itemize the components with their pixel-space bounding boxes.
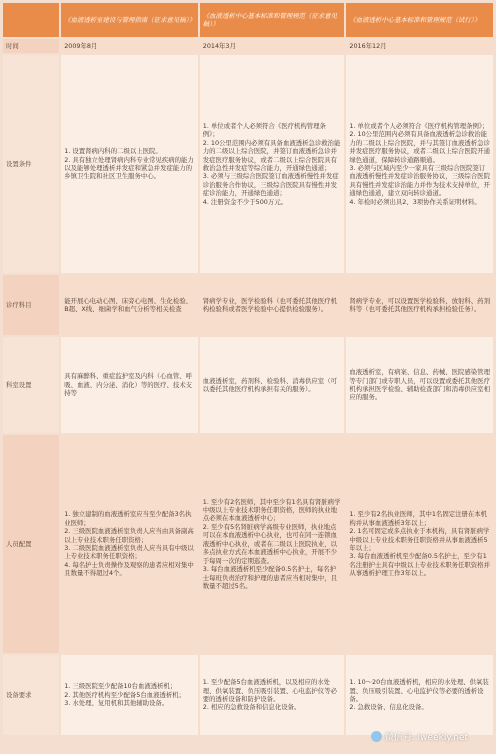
table-cell: 血液透析室，药剂科、检验科、消毒供应室（可以委托其他医疗机构承担有关的服务）。 (200, 337, 345, 433)
table-cell: 1. 10～20台血液透析机，相应的水处理、供氧装置、负压吸引装置、心电监护仪等必要的透析设备。 2. 急救设备、信息化设备。 (346, 655, 493, 735)
row-label-departments: 科室设置 (3, 337, 59, 433)
header-2014-draft: 《血液透析中心基本标准和管理规范（征求意见稿）》 (200, 3, 345, 37)
table-cell: 1. 设置肾病内科的二级以上医院。 2. 具有独立处理肾病内科专业常见疾病的能力以及能够处理透析并发症和紧急并发症能力的乡镇卫生院和社区卫生服务中心。 (61, 55, 198, 273)
watermark-text: 微信号: iweekly.net (385, 730, 468, 743)
table-row (3, 655, 493, 735)
table-row (3, 435, 493, 653)
header-row (3, 3, 493, 37)
table-cell: 1. 至少有2名医师，其中至少有1名具有肾脏病学中级以上专业技术职务任职资格，医师的执业地点必须在本血液透析中心； 2. 至少有5名肾脏病学高级专业医师，执业地点可以在本血液透析中心执业，也可在同一连锁血液透析中心执业，或者在二级以上医院执业，以多点执业方式在本血液透析中心执业，开展不少于每周一次的定期巡查。 3. 每台血液透析机至少配备0.5名护士，每名护士每班负责治疗和护理的患者应当相对集中，且数量不超过5名。 (200, 435, 345, 653)
table-cell: 1. 三级医院至少配备10台血液透析机； 2. 其他医疗机构至少配备5台血液透析机； 3. 水处理、复用机和其他辅助设备。 (61, 655, 198, 735)
table-cell: 血液透析室，有病案、信息、药械、医院感染管理等专门部门或专职人员，可以设置或委托其他医疗机构承担医学检验、辅助检查部门和消毒供应室相应的服务。 (346, 337, 493, 433)
row-label-clinical-subjects: 诊疗科目 (3, 275, 59, 335)
table-cell: 肾病学专业，医学检验科（也可委托其他医疗机构检验科或者医学检验中心提供检验服务）。 (200, 275, 345, 335)
comparison-table (1, 1, 495, 737)
table-cell: 具有麻醉科、重症监护室及内科（心血管、呼吸、血液、内分泌、消化）等的医疗、技术支持等 (61, 337, 198, 433)
wechat-icon (371, 731, 382, 742)
table-cell: 1. 至少配备5台血液透析机，以及相应的水处理、供氧装置、负压吸引装置、心电监护仪等必要的透析设备和防护设备。 2. 相应的急救设备和信息化设备。 (200, 655, 345, 735)
table-row (3, 275, 493, 335)
table-row (3, 55, 493, 273)
header-2016-trial: 《血液透析中心基本标准和管理规范（试行）》 (346, 3, 493, 37)
row-label-setup-conditions: 设置条件 (3, 55, 59, 273)
table-cell: 1. 单位或者个人必须符合《医疗机构管理条例》； 2. 10公里范围内必须有具备血液透析急诊救治能力的二级以上综合医院，并与其签订血液透析急诊并发症医疗服务协议，或者二级以上综合医院开通绿色通道，保障转诊通路顺通。 3. 必须与区域内至少一家具有三级综合医院签订血液透析慢性并发症诊治服务协议，三级综合医院具有慢性并发症诊治能力并作为技术支持单位，开通绿色通道，建立双向转诊通道。 4. 年检时必须出具2、3项协作关系证明材料。 (346, 55, 493, 273)
table-cell: 2016年12月 (346, 39, 493, 53)
row-label-staffing: 人员配置 (3, 435, 59, 653)
row-label-time: 时间 (3, 39, 59, 53)
wechat-watermark (371, 730, 468, 743)
header-2009-guide: 《血液透析室建设与管理指南（征求意见稿）》 (61, 3, 198, 37)
table-cell: 2014年3月 (200, 39, 345, 53)
table-row (3, 337, 493, 433)
table-cell: 能开展心电动心图、床旁心电图、生化检验、B超、X线、细菌学和血气分析等相关检查 (61, 275, 198, 335)
table-cell: 肾病学专业，可以设置医学检验科、放射科、药剂科等（也可委托其他医疗机构承担检验任务）。 (346, 275, 493, 335)
table-cell: 2009年8月 (61, 39, 198, 53)
table-cell: 1. 独立建制的血液透析室应当至少配备3名执业医师； 2. 三级医院血液透析室负责人应当由具备副高以上专业技术职务任职资格； 3. 二级医院血液透析室负责人应当具有中级以上专业技术职务任职资格； 4. 每名护士负责操作及观察的患者应相对集中且数量不得超过4个。 (61, 435, 198, 653)
table-cell: 1. 至少有2名执业医师，其中1名固定注册在本机构并从事血液透析3年以上； 2. 1名可固定或多点执业于本机构，具有肾脏病学中级以上专业技术职务任职资格并从事血液透析5年以上； 3. 每台血液透析机至少配备0.5名护士，至少有1名注册护士具有中级以上专业技术职务任职资格并从事透析护理工作3年以上。 (346, 435, 493, 653)
row-label-equipment: 设备要求 (3, 655, 59, 735)
table-cell: 1. 单位或者个人必须符合《医疗机构管理条例》； 2. 10公里范围内必须有具备血液透析急诊救治能力的二级以上综合医院，并签订血液透析急诊并发症医疗服务协议，或者二级以上综合医院具有救治急性并发症等综合能力，开通绿色通道； 3. 必须与三级综合医院签订血液透析慢性并发症诊治服务合作协议，三级综合医院具有慢性并发症诊治能力，开通绿色通道； 4. 注册资金不少于500万元。 (200, 55, 345, 273)
table-row (3, 39, 493, 53)
header-corner (3, 3, 59, 37)
